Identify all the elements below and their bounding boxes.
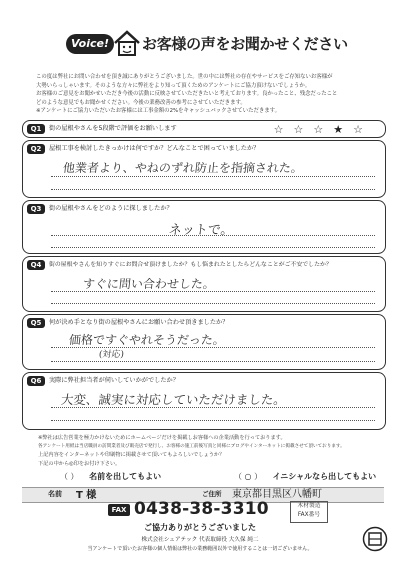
answer-line [51, 361, 375, 362]
question-text: 街の屋根やさんを5段階で評価をお願いします [49, 125, 177, 132]
intro-line: 大勢いらっしゃいます。そのような方々に弊社をより知って頂くためのアンケートにご協力頂けないでしょうか。 [36, 82, 311, 89]
question-1 [22, 120, 386, 138]
star-icon[interactable]: ☆ [273, 123, 294, 136]
answer-line [51, 247, 375, 248]
note-line: 各アンケート用紙は当店職員の訪問業者及び販売店で発行し、お客様の施工前後写真と同様にブログやインターネットに掲載させて頂いております。 [38, 443, 345, 449]
consent-mark[interactable]: （ ○ ） [234, 472, 263, 481]
consent-label: イニシャルなら出してもよい [272, 472, 377, 481]
question-text: 屋根工事を検討したきっかけは何ですか？どんなことで困っていましたか？ [49, 145, 260, 152]
question-number: Q2 [27, 144, 45, 154]
answer-text-note[interactable]: (対応) [98, 350, 125, 360]
consent-option-name[interactable] [60, 471, 161, 482]
rating-stars[interactable] [274, 123, 373, 136]
star-icon[interactable]: ★ [333, 123, 354, 136]
company-logo-icon [362, 526, 388, 552]
fax-label-line: FAX番号 [297, 512, 321, 518]
intro-text [36, 73, 337, 116]
question-number: Q3 [27, 204, 45, 214]
name-label: 名前 [48, 490, 62, 498]
question-text: 実際に弊社担当者が伺いしていかがでしたか？ [49, 377, 179, 384]
intro-line: どのような意見でもお聞かせください。今後の業務改善の参考にさせていただきます。 [36, 99, 246, 106]
star-icon[interactable]: ☆ [313, 123, 334, 136]
consent-label: 名前を出してもよい [89, 472, 162, 481]
fax-label-line: 木材製造 [297, 503, 321, 509]
answer-text[interactable]: すぐに問い合わせした。 [82, 277, 216, 291]
page-title: お客様の声をお聞かせください [142, 35, 348, 53]
answer-text[interactable]: ネットで。 [168, 223, 235, 238]
question-text: 街の屋根やさんを知りすぐにお問合せ頂けましたか？もし悩まれたとしたらどんなことがご不安でしたか？ [49, 262, 332, 268]
privacy-notice: 当アンケートで頂いたお客様の個人情報は弊社の業務範囲以外で使用することは一切ございません。 [87, 546, 313, 552]
intro-line: この度は弊社にお問い合わせを頂き誠にありがとうございました。世の中には弊社の存在やサービスをご存知ないお客様が [36, 74, 333, 80]
note-line: 下記の中から◎印をお付け下さい。 [38, 460, 121, 467]
publication-note [38, 434, 345, 468]
question-number: Q4 [27, 260, 45, 270]
question-2 [22, 140, 386, 198]
note-line: ※弊社は広告営業を極力かけないためにホームページだけを掲載しお客様への企業活動を行っております。 [38, 435, 286, 441]
answer-text[interactable]: 価格ですぐやれそうだった。 [68, 333, 226, 347]
question-text: 街の屋根やさんをどのように探しましたか？ [49, 205, 173, 212]
note-line: 上記内容をインターネットや印刷物に掲載させて頂いてもよろしいでしょうか？ [38, 452, 225, 459]
intro-line: ※アンケートにご協力いただいたお客様には工事金額の2%をキャッシュバックさせていただきます。 [36, 108, 281, 115]
answer-line [51, 420, 375, 421]
company-text: 株式会社シェアテック 代表取締役 大久保 純二 [141, 537, 259, 543]
question-6 [22, 372, 386, 430]
consent-mark[interactable]: （ ） [60, 472, 79, 481]
fax-badge: FAX [108, 504, 130, 516]
answer-line [51, 176, 375, 177]
answer-text[interactable]: 大変、誠実に対応していただけました。 [60, 392, 287, 407]
answer-line [51, 291, 375, 292]
star-icon[interactable]: ☆ [353, 123, 373, 136]
house-icon [112, 28, 142, 58]
address-label: ご住所 [202, 490, 222, 498]
question-5 [22, 314, 386, 370]
answer-line [51, 407, 375, 408]
question-number: Q1 [27, 124, 45, 134]
question-text: 何が決め手となり街の屋根やさんにお願い合わせ頂きましたか？ [49, 319, 229, 326]
answer-line [51, 303, 375, 304]
answer-text[interactable]: 他業者より、やねのずれ防止を指摘された。 [62, 161, 304, 175]
answer-line [51, 189, 375, 190]
answer-line [51, 347, 375, 348]
question-number: Q5 [27, 318, 45, 328]
question-3 [22, 200, 386, 254]
intro-line: お客様のご意見をお聞かせいただき今後の活動に反映させていただきたいと考えております。良かったこと、残念だったこと [36, 91, 338, 98]
consent-option-initial[interactable] [234, 471, 376, 482]
fax-label-box [290, 501, 328, 523]
address-field[interactable]: 東京都目黒区八幡町 [232, 489, 322, 500]
star-icon[interactable]: ☆ [293, 123, 314, 136]
name-field[interactable]: T 様 [76, 490, 97, 501]
voice-badge: Voice! [66, 34, 114, 54]
fax-number: 0438-38-3310 [134, 499, 269, 519]
question-number: Q6 [27, 376, 45, 386]
thanks-text: ご協力ありがとうございました [144, 523, 256, 532]
answer-line [51, 235, 375, 236]
question-4 [22, 256, 386, 312]
